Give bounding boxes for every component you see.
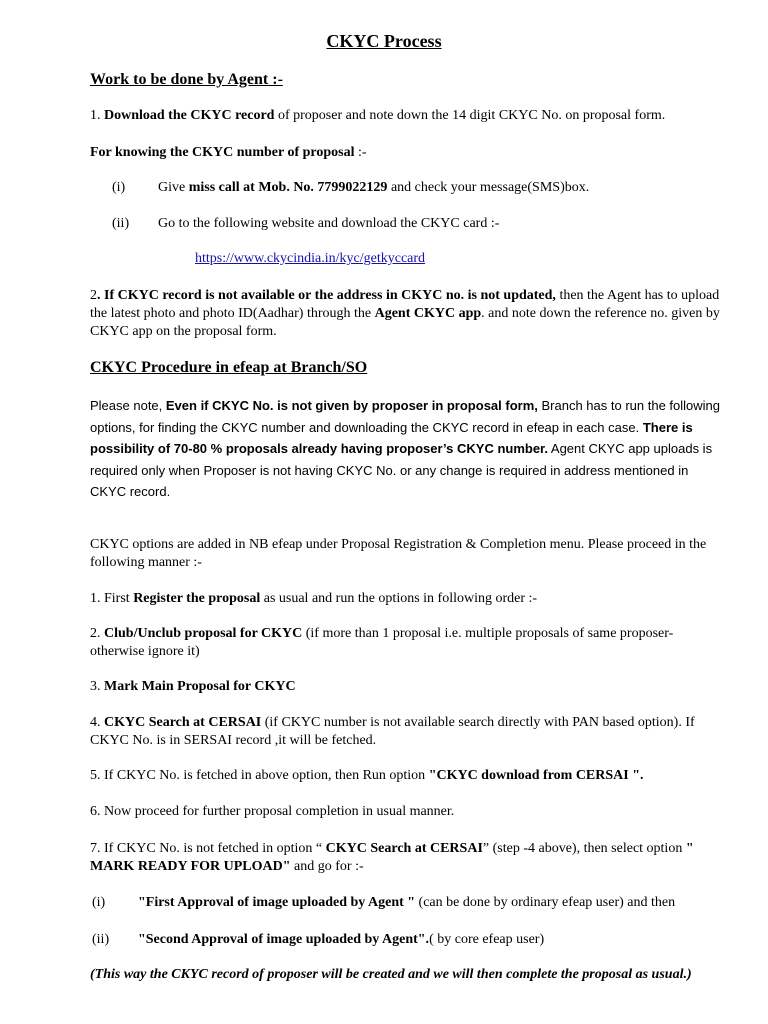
note-bold: There is possibility of 70-80 % proposals already having proposer’s CKYC number. (90, 419, 693, 456)
option-num: (ii) (112, 216, 130, 231)
note-text: Branch has to run the following options, for finding the CKYC number and downloading the CKYC record in efeap in each case. (90, 398, 720, 435)
step-bold: Register the proposal (133, 591, 261, 606)
efeap-step-5 (90, 767, 720, 785)
step-text: as usual and run the options in following order :- (260, 591, 538, 606)
knowing-ckyc-heading (90, 144, 720, 162)
step-bold: " MARK READY FOR UPLOAD" (90, 841, 694, 874)
section-heading-agent: Work to be done by Agent :- (90, 71, 283, 88)
step-text: 2. (90, 626, 104, 641)
option-pre: Give (158, 180, 189, 195)
efeap-step-3 (90, 678, 720, 696)
approval-first (138, 894, 708, 912)
step-bold: Club/Unclub proposal for CKYC (104, 626, 303, 641)
step-bold: CKYC Search at CERSAI (104, 715, 262, 730)
step-text: of proposer and note down the 14 digit CKYC No. on proposal form. (274, 108, 666, 123)
step-text: then the Agent has to upload the latest photo and photo ID(Aadhar) through the (90, 288, 720, 321)
option-website: Go to the following website and download the CKYC card :- (158, 216, 500, 231)
efeap-step-6 (90, 803, 720, 821)
option-post: and check your message(SMS)box. (387, 180, 590, 195)
option-miss-call (158, 179, 718, 197)
efeap-step-2 (90, 625, 730, 661)
approval-text: ( by core efeap user) (429, 932, 545, 947)
note-text: Agent CKYC app uploads is required only when Proposer is not having CKYC No. or any change is required in address mentioned in CKYC record. (90, 441, 713, 499)
page-title: CKYC Process (326, 31, 442, 51)
step-text: 6. Now proceed for further proposal completion in usual manner. (90, 804, 455, 819)
step-bold: Download the CKYC record (104, 108, 275, 123)
approval-bold: "First Approval of image uploaded by Agent " (138, 895, 416, 910)
efeap-step-1 (90, 590, 720, 608)
option-num: (i) (112, 180, 126, 195)
step-num: 2 (90, 288, 97, 303)
step-bold: "CKYC download from CERSAI ". (428, 768, 644, 783)
step-text: (if more than 1 proposal i.e. multiple proposals of same proposer- otherwise ignore it) (90, 626, 674, 659)
option-bold: miss call at Mob. No. 7799022129 (188, 180, 388, 195)
step-text: 3. (90, 679, 104, 694)
note-text: Please note, (90, 398, 166, 413)
approval-num: (ii) (92, 932, 110, 947)
agent-step-1 (90, 107, 720, 125)
step-text: and go for :- (290, 859, 364, 874)
step-bold: . If CKYC record is not available or the address in CKYC no. is not updated, (97, 288, 556, 303)
step-text: 5. If CKYC No. is fetched in above option, then Run option (90, 768, 429, 783)
step-text: 1. First (90, 591, 134, 606)
approval-text: (can be done by ordinary efeap user) and then (415, 895, 676, 910)
knowing-rest: :- (354, 145, 367, 160)
approval-num: (i) (92, 895, 106, 910)
step-text: (if CKYC number is not available search directly with PAN based option). If CKYC No. is in SERSAI record ,it will be fetched. (90, 715, 695, 748)
efeap-step-4 (90, 714, 720, 750)
note-bold: Even if CKYC No. is not given by proposer in proposal form, (165, 398, 538, 413)
step-bold: CKYC Search at CERSAI (325, 841, 483, 856)
ckyc-options-intro: CKYC options are added in NB efeap under Proposal Registration & Completion menu. Please proceed in the following manner :- (90, 537, 707, 570)
step-num: 1. (90, 108, 104, 123)
section-heading-efeap: CKYC Procedure in efeap at Branch/SO (90, 359, 368, 376)
step-bold: Mark Main Proposal for CKYC (104, 679, 296, 694)
step-bold-app: Agent CKYC app (374, 306, 482, 321)
step-text: ” (step -4 above), then select option (482, 841, 686, 856)
agent-step-2 (90, 287, 720, 341)
step-text: 4. (90, 715, 104, 730)
knowing-bold: For knowing the CKYC number of proposal (90, 145, 355, 160)
footer-note: (This way the CKYC record of proposer will be created and we will then complete the proposal as usual.) (90, 967, 692, 982)
efeap-step-7 (90, 840, 720, 876)
step-text: . and note down the reference no. given by CKYC app on the proposal form. (90, 306, 720, 339)
approval-bold: "Second Approval of image uploaded by Agent". (138, 932, 430, 947)
approval-second (138, 931, 708, 949)
please-note-paragraph (90, 395, 725, 503)
step-text: 7. If CKYC No. is not fetched in option “ (90, 841, 326, 856)
ckyc-card-link[interactable]: https://www.ckycindia.in/kyc/getkyccard (195, 251, 426, 266)
